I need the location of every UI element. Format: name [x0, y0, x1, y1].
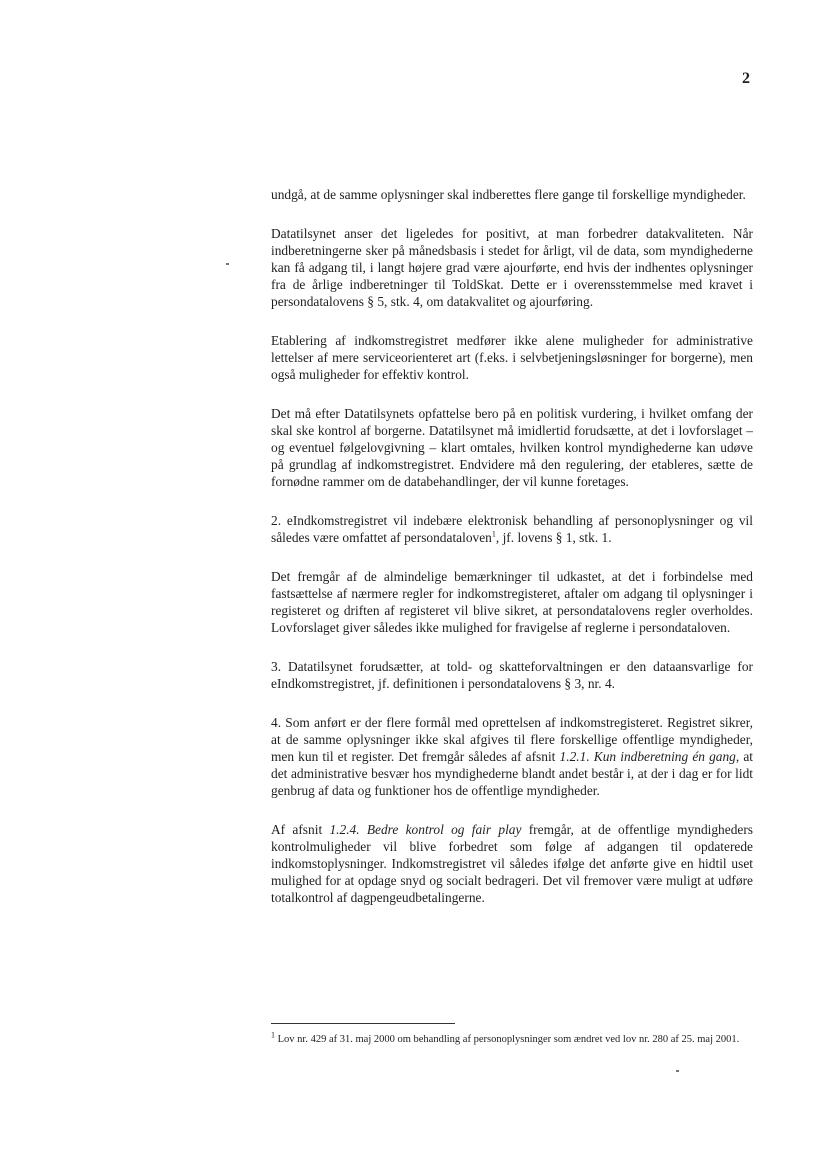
paragraph-5-text: 2. eIndkomstregistret vil indebære elektronisk behandling af personoplysninger og vil således være omfattet af persondataloven — [271, 513, 753, 545]
paragraph-2: Datatilsynet anser det ligeledes for positivt, at man forbedrer datakvaliteten. Når indberetningerne sker på månedsbasis i stedet for årligt, vil de data, som myndighederne kan få adgang til, i langt højere grad være ajourførte, end hvis der indhentes oplysninger fra de årlige indberetninger til ToldSkat. Dette er i overensstemmelse med kravet i persondatalovens § 5, stk. 4, om datakvalitet og ajourføring. — [271, 226, 753, 309]
paragraph-5-tail: , jf. lovens § 1, stk. 1. — [495, 530, 612, 545]
footnote-text: Lov nr. 429 af 31. maj 2000 om behandling af personoplysninger som ændret ved lov nr. 280 af 25. maj 2001. — [277, 1034, 740, 1045]
scan-speck — [226, 263, 229, 265]
paragraph-9-text: Af afsnit — [271, 822, 330, 837]
section-reference-1-2-1: 1.2.1. Kun indberetning én gang — [559, 749, 736, 764]
paragraph-7: 3. Datatilsynet forudsætter, at told- og skatteforvaltningen er den dataansvarlige for eIndkomstregistret, jf. definitionen i persondatalovens § 3, nr. 4. — [271, 659, 753, 691]
paragraph-8-tail: , at det administrative besvær hos myndighederne blandt andet består i, at der i dag er for lidt genbrug af data og funktioner hos de offentlige myndigheder. — [271, 749, 754, 798]
footnote — [271, 1030, 741, 1047]
paragraph-8-text: 4. Som anført er der flere formål med oprettelsen af indkomstregisteret. Registret sikrer, at de samme oplysninger ikke skal afgives til flere forskellige offentlige myndigheder, men kun til et register. Det fremgår således af afsnit — [271, 715, 753, 764]
paragraph-8 — [271, 714, 753, 799]
page-number: 2 — [742, 70, 750, 87]
paragraph-5 — [271, 512, 753, 546]
paragraph-3: Etablering af indkomstregistret medfører ikke alene muligheder for administrative lettelser af mere serviceorienteret art (f.eks. i selvbetjeningsløsninger for borgerne), men også muligheder for effektiv kontrol. — [271, 333, 753, 382]
footnote-divider — [271, 1023, 455, 1024]
paragraph-1: undgå, at de samme oplysninger skal indberettes flere gange til forskellige myndigheder. — [271, 187, 746, 202]
footnote-marker: 1 — [271, 1030, 275, 1040]
footnote-reference: 1 — [491, 529, 496, 539]
paragraph-6: Det fremgår af de almindelige bemærkninger til udkastet, at det i forbindelse med fastsættelse af nærmere regler for indkomstregisteret, aftaler om adgang til oplysninger i registeret og driften af registeret vil blive sikret, at persondatalovens regler overholdes. Lovforslaget giver således ikke mulighed for fravigelse af reglerne i persondataloven. — [271, 569, 753, 635]
section-reference-1-2-4: 1.2.4. Bedre kontrol og fair play — [329, 822, 522, 837]
scan-speck — [676, 1070, 679, 1072]
paragraph-4: Det må efter Datatilsynets opfattelse bero på en politisk vurdering, i hvilket omfang der skal ske kontrol af borgerne. Datatilsynet må imidlertid forudsætte, at det i lovforslaget – og eventuel følgelovgivning – klart omtales, hvilken kontrol myndighederne kan udøve på grundlag af indkomstregistret. Endvidere må den regulering, der etableres, sætte de fornødne rammer om de databehandlinger, der vil kunne foretages. — [271, 406, 753, 489]
body-text — [271, 186, 753, 906]
paragraph-9-tail: fremgår, at de offentlige myndigheders kontrolmuligheder vil blive forbedret som følge af adgangen til opdaterede indkomstoplysninger. Indkomstregistret vil således ifølge det anførte give en hidtil uset mulighed for at opdage snyd og socialt bedrageri. Det vil fremover være muligt at udføre totalkontrol af dagpengeudbetalingerne. — [271, 822, 754, 905]
paragraph-9 — [271, 821, 753, 906]
